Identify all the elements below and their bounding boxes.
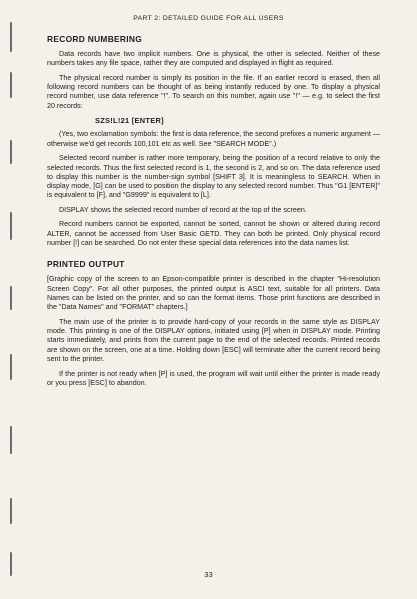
paragraph: DISPLAY shows the selected record number of record at the top of the screen.	[59, 205, 307, 214]
paragraph: Record numbers cannot be exported, cannot be sorted, cannot be shown or altered during record ALTER, cannot be accessed from User Basic GETD. They can both be printed. Only physical record number [!] can be searched. Do not enter these special data references into the data names list.	[47, 220, 380, 247]
page-number: 33	[204, 570, 213, 579]
paragraph: If the printer is not ready when [P] is used, the program will wait until either the printer is made ready or you press [ESC] to abandon.	[47, 369, 380, 387]
paragraph: Data records have two implicit numbers. One is physical, the other is selected. Neither of these numbers takes any file space, rather they are computed and displayed in flight as required.	[47, 50, 380, 68]
paragraph: The physical record number is simply its position in the file. If an earlier record is erased, then all following record numbers can be thought of as being instantly reduced by one. To display a physical record number, use data reference "!". To search on this number, again use "!" — e.g. to select the first 20 records:	[47, 73, 380, 110]
paragraph: The main use of the printer is to provide hard-copy of your records in the same style as DISPLAY mode. This printing is one of the DISPLAY options, initiated using [P] when in DISPLAY mode. Printing starts immediately, and prints from the current page to the end of the selected records. Printed records are shown on the screen, one at a time. Holding down [ESC] will terminate after the current record being sent to the printer.	[47, 317, 380, 364]
binding-marks	[4, 0, 18, 599]
paragraph: (Yes, two exclamation symbols: the first is data reference, the second prefixes a numeric argument — otherwise we'd get records 100,101 etc as well. See "SEARCH MODE".)	[47, 130, 380, 148]
running-header: PART 2: DETAILED GUIDE FOR ALL USERS	[133, 15, 284, 22]
paragraph: Selected record number is rather more temporary, being the position of a record relative to only the selected records. Thus the first selected record is 1, the second is 2, and so on. The data reference used to display this number is the number-sign symbol [SHIFT 3]. It is meaningless to SEARCH. When in display mode, [G] can be used to position the display to any selected record number. Thus "G1 [ENTER]" is equivalent to [F], and "G9999" is equivalent to [L].	[47, 154, 380, 200]
section-title-printed-output: PRINTED OUTPUT	[47, 259, 125, 270]
section-title-record-numbering: RECORD NUMBERING	[47, 34, 143, 44]
paragraph: [Graphic copy of the screen to an Epson-compatible printer is described in the chapter "Hi-resolution Screen Copy". For all other purposes, the printed output is ASCI text, suitable for all printers. Data Names can be listed on the printer, and so can the format items. Those print functions are described in the "Data Names" and "FORMAT" chapters.]	[47, 275, 380, 312]
code-example: SZS!L!21 [ENTER]	[95, 116, 164, 126]
page-body	[47, 34, 380, 393]
